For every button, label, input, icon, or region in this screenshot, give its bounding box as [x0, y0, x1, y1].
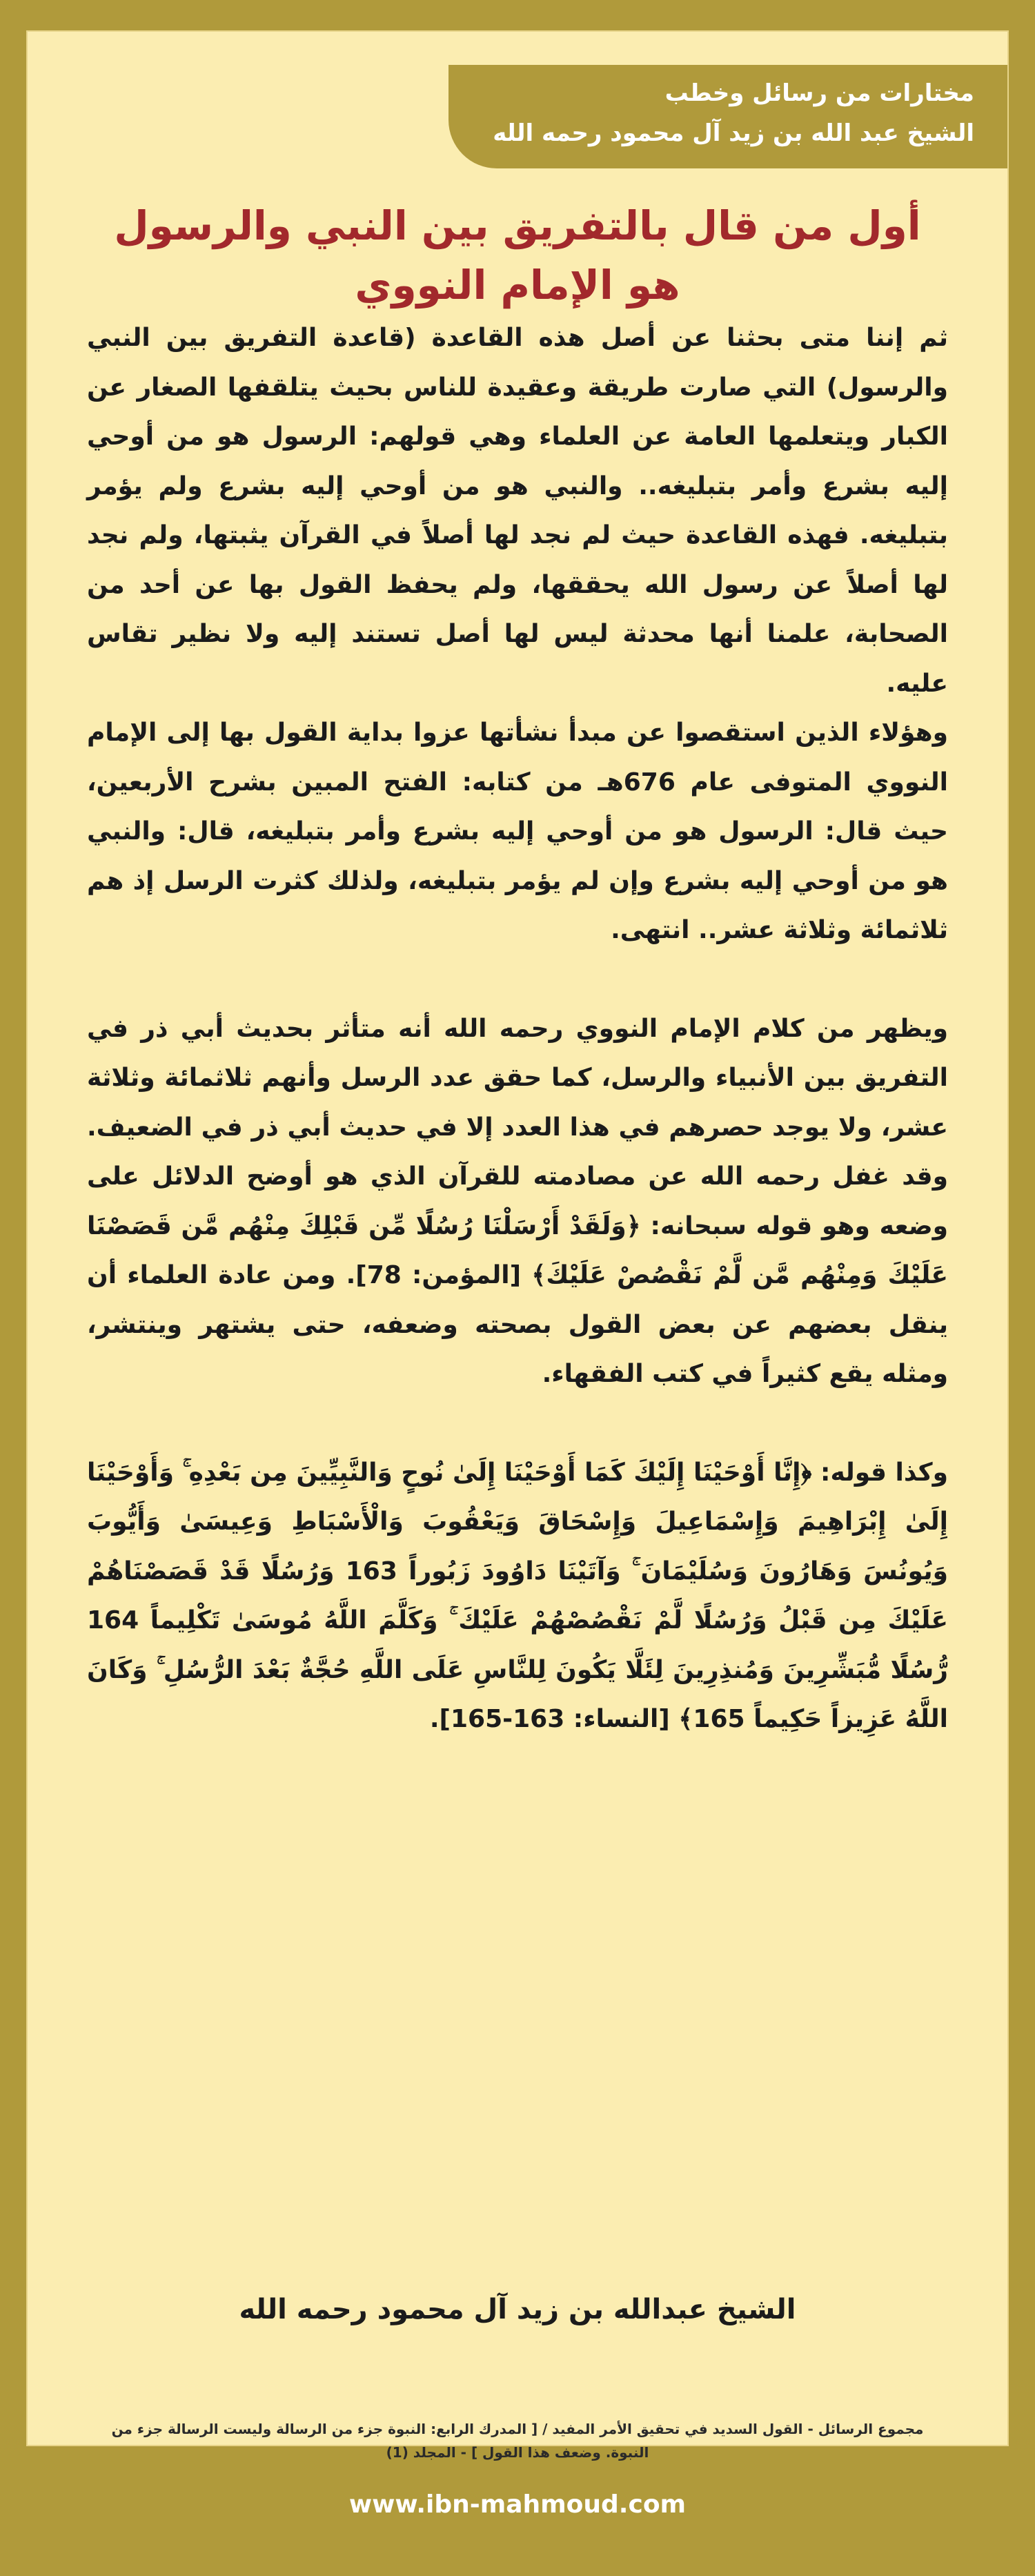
header-banner [448, 65, 1007, 168]
page-title: أول من قال بالتفريق بين النبي والرسول هو الإمام النووي [114, 202, 921, 309]
article-card [26, 30, 1009, 2461]
paragraph-1: ثم إننا متى بحثنا عن أصل هذه القاعدة (قاعدة التفريق بين النبي والرسول) التي صارت طريقة وعقيدة للناس بحيث يتلقفها الصغار عن الكبار ويتعلمها العامة عن العلماء وهي قولهم: الرسول هو من أوحي إليه بشرع وأمر بتبليغه.. والنبي هو من أوحي إليه بشرع ولم يؤمر بتبليغه. فهذه القاعدة حيث لم نجد لها أصلاً في القرآن يثبتها، ولم نجد لها أصلاً عن رسول الله يحققها، ولم يحفظ القول بها عن أحد من الصحابة، علمنا أنها محدثة ليس لها أصل تستند إليه ولا نظير تقاس عليه. [87, 324, 948, 698]
paragraph-4: وكذا قوله: ﴿إِنَّا أَوْحَيْنَا إِلَيْكَ كَمَا أَوْحَيْنَا إِلَىٰ نُوحٍ وَالنَّبِيِّينَ مِن بَعْدِهِ ۚ وَأَوْحَيْنَا إِلَىٰ إِبْرَاهِيمَ وَإِسْمَاعِيلَ وَإِسْحَاقَ وَيَعْقُوبَ وَالْأَسْبَاطِ وَعِيسَىٰ وَأَيُّوبَ وَيُونُسَ وَهَارُونَ وَسُلَيْمَانَ ۚ وَآتَيْنَا دَاوُودَ زَبُوراً 163 وَرُسُلًا قَدْ قَصَصْنَاهُمْ عَلَيْكَ مِن قَبْلُ وَرُسُلًا لَّمْ نَقْصُصْهُمْ عَلَيْكَ ۚ وَكَلَّمَ اللَّهُ مُوسَىٰ تَكْلِيماً 164 رُّسُلًا مُّبَشِّرِينَ وَمُنذِرِينَ لِئَلَّا يَكُونَ لِلنَّاسِ عَلَى اللَّهِ حُجَّةٌ بَعْدَ الرُّسُلِ ۚ وَكَانَ اللَّهُ عَزِيزاً حَكِيماً 165﴾ [النساء: 163-165]. [87, 1458, 948, 1733]
website-link[interactable]: www.ibn-mahmoud.com [348, 2490, 687, 2519]
paragraph-2: وهؤلاء الذين استقصوا عن مبدأ نشأتها عزوا بداية القول بها إلى الإمام النووي المتوفى عام 676هـ من كتابه: الفتح المبين بشرح الأربعين، حيث قال: الرسول هو من أوحي إليه بشرع وأمر بتبليغه، قال: والنبي هو من أوحي إليه بشرع وإن لم يؤمر بتبليغه، ولذلك كثرت الرسل إذ هم ثلاثمائة وثلاثة عشر.. انتهى. [87, 719, 948, 944]
series-label: مختارات من رسائل وخطب [664, 79, 974, 107]
paragraph-3: ويظهر من كلام الإمام النووي رحمه الله أنه متأثر بحديث أبي ذر في التفريق بين الأنبياء والرسل، كما حقق عدد الرسل وأنهم ثلاثمائة وثلاثة عشر، ولا يوجد حصرهم في هذا العدد إلا في حديث أبي ذر في الضعيف. وقد غفل رحمه الله عن مصادمته للقرآن الذي هو أوضح الدلائل على وضعه وهو قوله سبحانه: ﴿وَلَقَدْ أَرْسَلْنَا رُسُلًا مِّن قَبْلِكَ مِنْهُم مَّن قَصَصْنَا عَلَيْكَ وَمِنْهُم مَّن لَّمْ نَقْصُصْ عَلَيْكَ﴾ [المؤمن: 78]. ومن عادة العلماء أن ينقل بعضهم عن بعض القول بصحته وضعفه، حتى يشتهر وينتشر، ومثله يقع كثيراً في كتب الفقهاء. [87, 1014, 948, 1388]
article-body [87, 313, 948, 1744]
author-label: الشيخ عبد الله بن زيد آل محمود رحمه الله [493, 119, 974, 147]
paragraph-spacer [87, 1399, 948, 1448]
author-signature: الشيخ عبدالله بن زيد آل محمود رحمه الله [239, 2294, 796, 2325]
source-footnote: مجموع الرسائل - القول السديد في تحقيق الأمر المفيد / [ المدرك الرابع: النبوة جزء من الرسالة وليست الرسالة جزء من النبوة. وضعف هذا القول ] - المجلد (1) [111, 2421, 924, 2461]
paragraph-spacer [87, 955, 948, 1004]
